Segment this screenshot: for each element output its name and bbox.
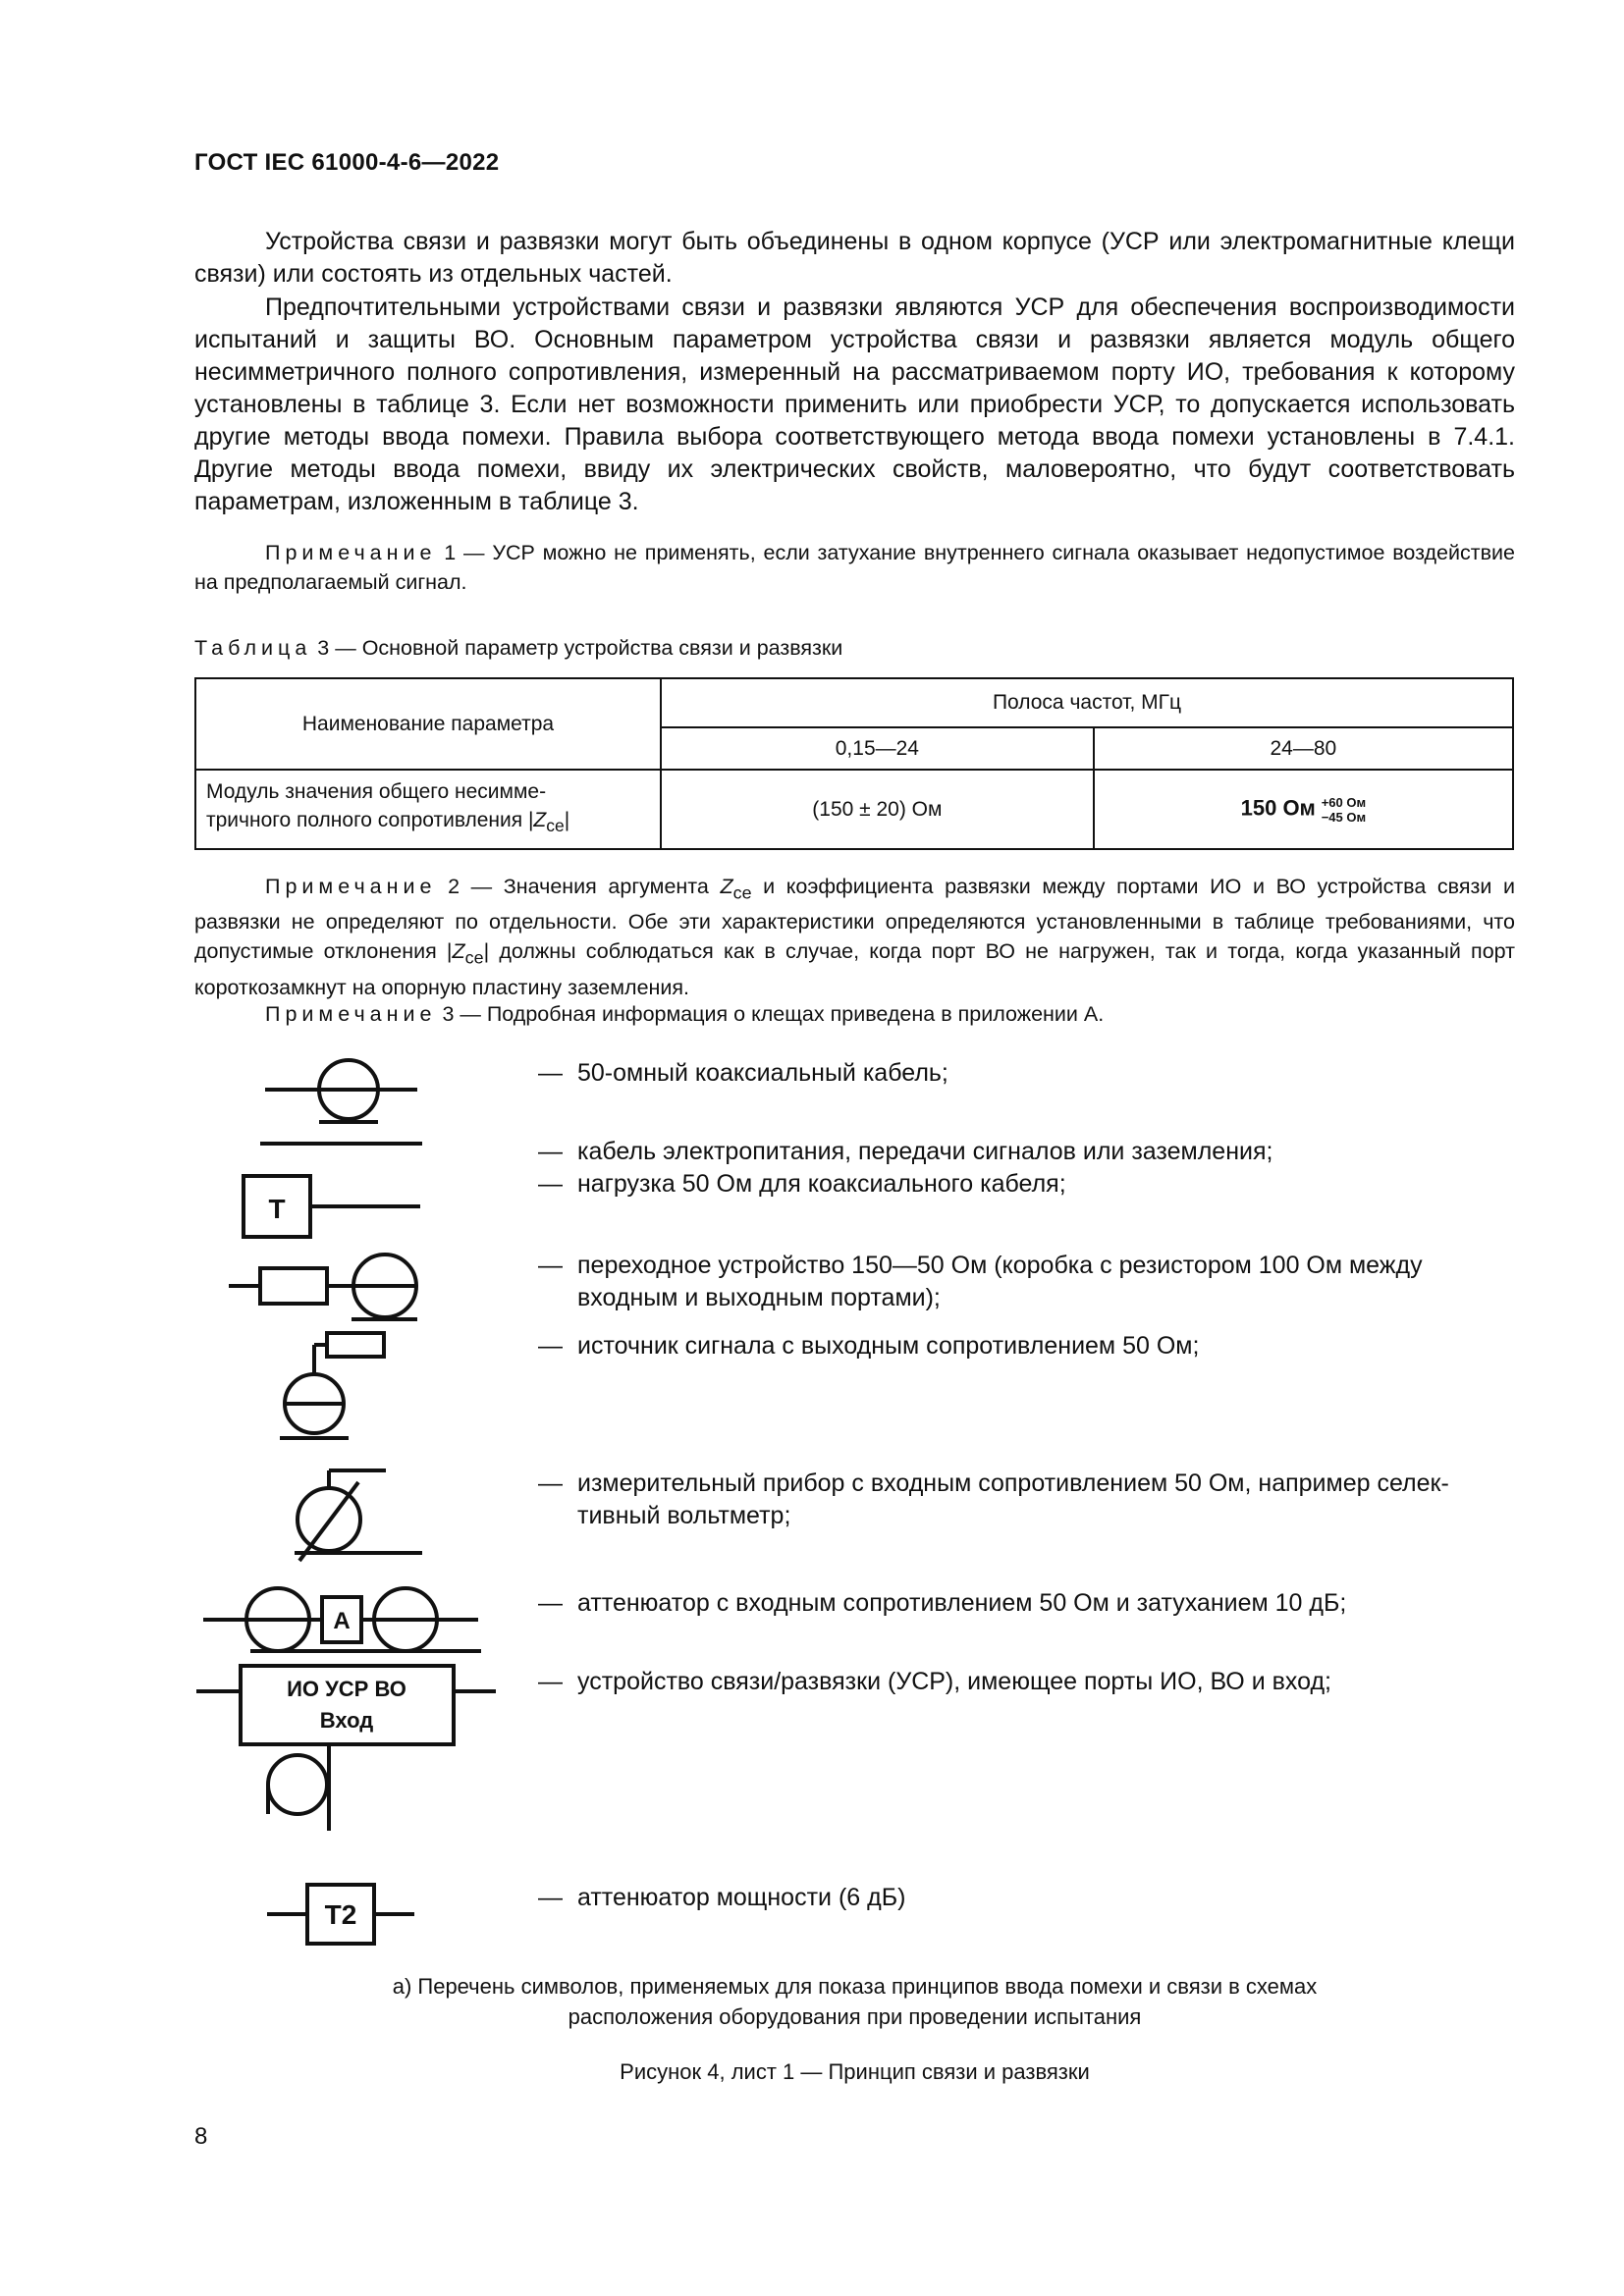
transition-device-symbol [229, 1255, 417, 1319]
note-label: Примечание [265, 541, 437, 564]
document-header: ГОСТ IEC 61000-4-6—2022 [194, 149, 500, 176]
legend-item: — источник сигнала с выходным сопротивлением 50 Ом; [538, 1332, 1200, 1360]
note-1: Примечание 1 — УСР можно не применять, если затухание внутреннего сигнала оказывает недопустимое воздействие на предполагаемый сигнал. [194, 541, 1515, 594]
attenuator-label: A [333, 1608, 351, 1634]
legend-item: — аттенюатор мощности (6 дБ) [538, 1884, 906, 1911]
cdn-ports-label: ИО УСР ВО [287, 1677, 406, 1701]
note-3: Примечание 3 — Подробная информация о клещах приведена в приложении А. [265, 1002, 1105, 1026]
legend-item: — переходное устройство 150—50 Ом (коробка с резистором 100 Ом между входным и выходным портами); [538, 1252, 1423, 1311]
coax-cable-symbol [265, 1060, 417, 1122]
cell-value-1: (150 ± 20) Ом [661, 770, 1094, 849]
header-band-2: 24—80 [1094, 727, 1513, 770]
meter-symbol [295, 1470, 422, 1561]
page-number: 8 [194, 2123, 208, 2150]
header-band: Полоса частот, МГц [661, 678, 1513, 727]
row-param-name: Модуль значения общего несимме- тричного полного сопротивления $|Z_{ce}|$ [195, 770, 661, 849]
legend-item: — аттенюатор с входным сопротивлением 50 Ом и затуханием 10 дБ; [538, 1589, 1347, 1617]
note-2: Примечание 2 — Значения аргумента $Z_{ce}$ и коэффициента развязки между портами ИО и ВО устройства связи и развязки не определяют по отдельности. Обе эти характеристики определяются установленными в таблице требованиями, что допустимые отклонения $|Z_{ce}|$ должны соблюдаться как в случае, когда порт ВО не нагружен, так и тогда, когда указанный порт короткозамкнут на опорную пластину заземления. [194, 875, 1515, 999]
legend-item: — 50-омный коаксиальный кабель; [538, 1059, 948, 1087]
legend-item: — кабель электропитания, передачи сигналов или заземления; [538, 1138, 1273, 1165]
legend-item: — нагрузка 50 Ом для коаксиального кабеля; [538, 1170, 1066, 1198]
paragraph-1: Устройства связи и развязки могут быть объединены в одном корпусе (УСР или электромагнитные клещи связи) или состоять из отдельных частей. [194, 228, 1515, 288]
figure-subcaption: a) Перечень символов, применяемых для показа принципов ввода помехи и связи в схемах расположения оборудования при проведении испытания [392, 1974, 1318, 2029]
header-param: Наименование параметра [195, 678, 661, 770]
cdn-input-label: Вход [319, 1708, 374, 1733]
load-label: T [268, 1194, 286, 1224]
cell-value-2: 150 Ом +60 Ом −45 Ом [1094, 770, 1513, 849]
legend-item: — измерительный прибор с входным сопротивлением 50 Ом, например селек- тивный вольтметр; [538, 1469, 1449, 1529]
signal-source-symbol [280, 1333, 384, 1438]
table-caption: Таблица 3 — Основной параметр устройства связи и развязки [194, 636, 843, 660]
paragraph-2: Предпочтительными устройствами связи и развязки являются УСР для обеспечения воспроизводимости испытаний и защиты ВО. Основным параметром устройства связи и развязки является модуль общего несимметричного полного сопротивления, измеренный на рассматриваемом порту ИО, требования к которому установлены в таблице 3. Если нет возможности применить или приобрести УСР, то допускается использовать другие методы ввода помехи. Правила выбора соответствующего метода ввода помехи установлены в 7.4.1. Другие методы ввода помехи, ввиду их электрических свойств, маловероятно, что будут соответствовать параметрам, изложенным в таблице 3. [194, 294, 1515, 515]
legend-item: — устройство связи/развязки (УСР), имеющее порты ИО, ВО и вход; [538, 1668, 1331, 1695]
power-attenuator-label: T2 [324, 1899, 357, 1930]
header-band-1: 0,15—24 [661, 727, 1094, 770]
figure-title: Рисунок 4, лист 1 — Принцип связи и развязки [620, 2059, 1090, 2084]
